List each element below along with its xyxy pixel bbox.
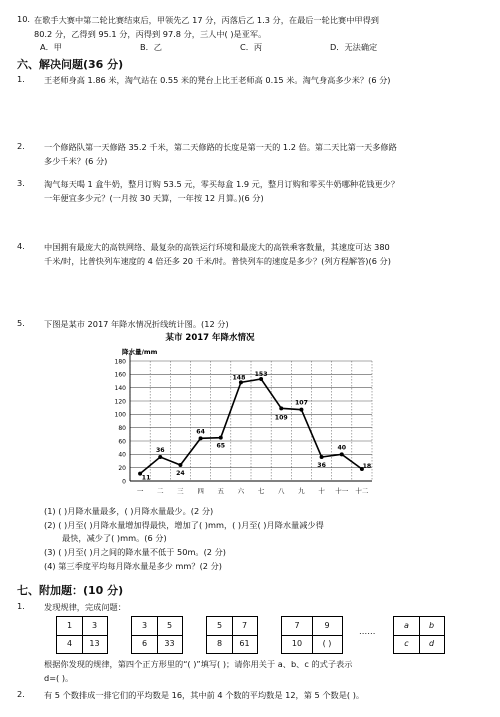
square-cell: 8: [216, 639, 223, 648]
data-label: 18: [362, 463, 372, 470]
subquestion: (1) ( )月降水量最多，( )月降水量最少。(2 分): [44, 506, 214, 516]
section-title: 六、解决问题(36 分): [17, 58, 124, 71]
chart-title: 某市 2017 年降水情况: [165, 333, 255, 343]
option-a: A．甲: [40, 42, 62, 52]
number-square: [131, 616, 183, 654]
data-label: 11: [141, 474, 151, 482]
x-tick-label: 十二: [355, 487, 369, 495]
subquestion: (3) ( )月至( )月之间的降水量不低于 50m。(2 分): [44, 547, 227, 557]
question-text: 一个修路队第一天修路 35.2 千米，第二天修路的长度是第一天的 1.2 倍。第二天比第一天多修路: [44, 142, 397, 152]
data-label: 107: [294, 399, 308, 407]
data-label: 24: [176, 470, 185, 477]
square-cell: 7: [241, 621, 248, 630]
x-tick-label: 四: [197, 487, 204, 495]
question-number: 1.: [17, 601, 25, 611]
data-label: 153: [254, 371, 268, 378]
square-cell: 3: [91, 621, 98, 630]
section-title: 七、附加题：(10 分): [17, 584, 124, 597]
data-label: 148: [232, 374, 246, 382]
data-point: [219, 436, 223, 440]
x-tick-label: 一: [136, 487, 144, 495]
x-tick-label: 八: [278, 487, 285, 495]
question-text: 根据你发现的规律，第四个正方形里的“( )”填写( )；请你用关于 a、b、c 的式子表示: [44, 659, 353, 669]
question-number: 1.: [17, 74, 25, 84]
y-tick-label: 0: [122, 478, 126, 486]
y-tick-label: 140: [114, 384, 126, 392]
question-number: 3.: [17, 178, 25, 188]
square-cell: a: [404, 621, 409, 630]
y-tick-label: 180: [114, 358, 126, 366]
data-point: [158, 455, 162, 459]
y-tick-label: 160: [114, 371, 126, 379]
question-text: 淘气每天喝 1 盒牛奶，整月订购 53.5 元，零买每盒 1.9 元，整月订购和零买牛奶哪种花钱更少？: [44, 179, 400, 189]
subquestion: 最快，减少了( )mm。(6 分): [62, 533, 167, 543]
data-point: [299, 408, 303, 412]
x-tick-label: 九: [298, 487, 305, 495]
square-cell: 33: [164, 639, 175, 648]
square-cell: 4: [66, 639, 73, 648]
question-number: 4.: [17, 241, 25, 251]
data-point: [340, 452, 344, 456]
data-point: [279, 406, 283, 410]
ellipsis: ……: [359, 626, 376, 636]
question-text: 发现规律，完成问题：: [44, 602, 126, 612]
data-point: [199, 436, 203, 440]
square-cell: 10: [291, 639, 303, 648]
y-tick-label: 20: [118, 464, 126, 472]
question-text: d=( )。: [44, 673, 74, 683]
question-text: 有 5 个数排成一排它们的平均数是 16，其中前 4 个数的平均数是 12，第 5 个数是( )。: [44, 690, 365, 700]
number-square: [393, 616, 445, 654]
x-tick-label: 七: [257, 487, 265, 495]
question-text: 中国拥有最庞大的高铁网络、最复杂的高铁运行环境和最庞大的高铁乘客数量，其速度可达 380: [44, 242, 390, 252]
question-text: 多少千米？(6 分): [44, 156, 108, 166]
subquestion: (2) ( )月至( )月降水量增加得最快，增加了( )mm，( )月至( )月降水量减少得: [44, 520, 324, 530]
rainfall-line-chart: [100, 328, 400, 500]
square-cell: 1: [66, 621, 73, 630]
y-tick-label: 80: [118, 424, 126, 432]
question-text: 一年便宜多少元？(一月按 30 天算，一年按 12 月算。)(6 分): [44, 193, 264, 203]
data-label: 36: [155, 447, 165, 454]
square-cell: 9: [324, 621, 330, 630]
square-cell: d: [428, 639, 435, 648]
data-point: [178, 463, 182, 467]
question-number: 2.: [17, 141, 25, 151]
question-number: 2.: [17, 689, 25, 699]
y-tick-label: 60: [118, 438, 126, 446]
square-cell: 5: [216, 621, 223, 630]
option-c: C．丙: [240, 42, 263, 52]
y-axis-label: 降水量/mm: [122, 348, 158, 356]
square-cell: 5: [166, 621, 173, 630]
question-text: 在歌手大赛中第二轮比赛结束后，甲领先乙 17 分，丙落后乙 1.3 分，在最后一轮比赛中甲得到: [34, 15, 379, 25]
data-label: 64: [196, 428, 205, 436]
question-number: 10.: [17, 14, 31, 24]
data-label: 109: [274, 414, 288, 422]
question-text: 王老师身高 1.86 米，淘气站在 0.55 米的凳台上比王老师高 0.15 米。淘气身高多少米？(6 分): [44, 75, 391, 85]
number-square: [56, 616, 108, 654]
x-tick-label: 十一: [335, 487, 349, 495]
square-cell: 6: [141, 639, 148, 648]
x-tick-label: 五: [217, 487, 224, 495]
y-tick-label: 120: [114, 398, 126, 406]
number-square: [281, 616, 343, 654]
series-line: [140, 379, 362, 474]
square-cell: ( ): [322, 639, 332, 648]
square-cell: 3: [141, 621, 148, 630]
data-label: 36: [317, 462, 326, 469]
y-tick-label: 100: [114, 411, 126, 419]
x-tick-label: 六: [237, 487, 245, 495]
data-label: 40: [337, 444, 347, 452]
x-tick-label: 三: [177, 487, 184, 495]
square-cell: 61: [239, 639, 250, 648]
square-cell: 13: [89, 639, 100, 648]
option-d: D．无法确定: [330, 42, 378, 52]
square-cell: b: [428, 621, 435, 630]
data-point: [320, 455, 324, 459]
number-square: [206, 616, 258, 654]
option-b: B．乙: [140, 42, 162, 52]
data-label: 65: [216, 442, 226, 450]
square-cell: 7: [294, 621, 300, 630]
y-tick-label: 40: [118, 451, 126, 459]
x-tick-label: 十: [318, 487, 325, 495]
question-text: 80.2 分，乙得到 95.1 分，丙得到 97.8 分，三人中( )是亚军。: [34, 29, 267, 39]
question-text: 下图是某市 2017 年降水情况折线统计图。(12 分): [44, 319, 229, 329]
x-tick-label: 二: [157, 487, 164, 495]
question-number: 5.: [17, 318, 25, 328]
subquestion: (4) 第三季度平均每月降水量是多少 mm？(2 分): [44, 561, 222, 571]
square-cell: c: [404, 639, 409, 648]
question-text: 千米/时，比普快列车速度的 4 倍还多 20 千米/时。普快列车的速度是多少？(列方程解答)(6 分): [44, 256, 391, 266]
